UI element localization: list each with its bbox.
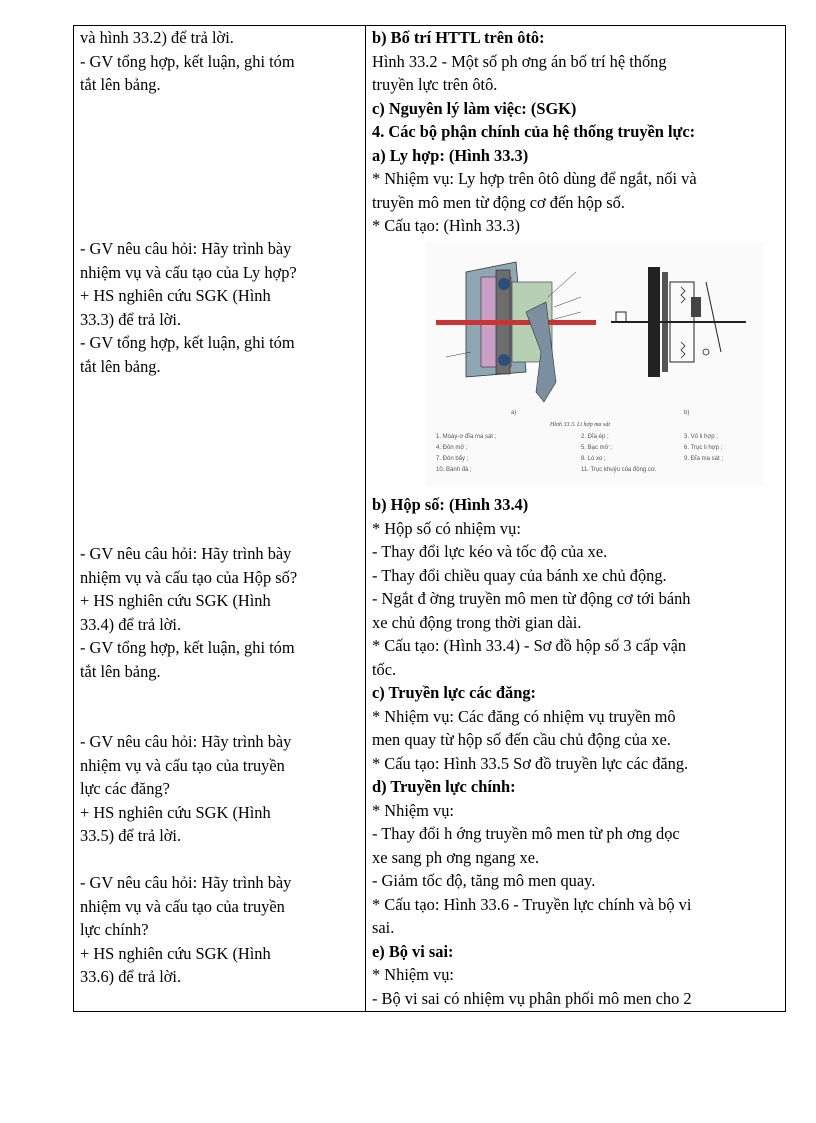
- section-heading: d) Truyền lực chính:: [372, 777, 516, 796]
- text-line: + HS nghiên cứu SGK (Hình: [80, 286, 271, 305]
- text-line: xe sang ph ơng ngang xe.: [372, 847, 540, 867]
- text-line: - Thay đổi h ớng truyền mô men từ ph ơng dọc: [372, 824, 680, 843]
- section-heading: 4. Các bộ phận chính của hệ thống truyền lực:: [372, 122, 696, 141]
- text-line: lực các đăng?: [80, 779, 170, 798]
- legend-entry: 4. Đòn mở ;: [436, 445, 468, 451]
- text-line: * Nhiệm vụ: Ly hợp trên ôtô dùng để ngắt, nối và: [372, 169, 697, 188]
- subfigure-b-label: b): [684, 410, 690, 416]
- text-line: - Ngắt đ ờng truyền mô men từ động cơ tới bánh: [372, 589, 691, 608]
- section-heading: e) Bộ vi sai:: [372, 941, 454, 961]
- text-line: tắt lên bảng.: [80, 356, 161, 376]
- text-line: - GV tổng hợp, kết luận, ghi tóm: [80, 51, 295, 71]
- text-line: tắt lên bảng.: [80, 75, 161, 94]
- text-line: * Cấu tạo: (Hình 33.4) - Sơ đồ hộp số 3 cấp vận: [372, 636, 687, 655]
- text-line: truyền mô men từ động cơ đến hộp số.: [372, 192, 625, 212]
- clutch-figure: [426, 242, 763, 486]
- legend-entry: 10. Bánh đà ;: [436, 467, 472, 473]
- section-heading: c) Nguyên lý làm việc: (SGK): [372, 98, 577, 118]
- legend-entry: 1. Moay-ơ đĩa ma sát ;: [436, 434, 497, 440]
- section-heading: b) Bố trí HTTL trên ôtô:: [372, 28, 545, 47]
- text-line: truyền lực trên ôtô.: [372, 75, 498, 94]
- text-line: xe chủ động trong thời gian dài.: [372, 612, 582, 632]
- text-line: - GV nêu câu hỏi: Hãy trình bày: [80, 873, 292, 892]
- text-line: * Nhiệm vụ:: [372, 965, 454, 984]
- text-line: nhiệm vụ và cấu tạo của Ly hợp?: [80, 262, 297, 282]
- text-line: men quay từ hộp số đến cầu chủ động của xe.: [372, 730, 671, 749]
- text-line: * Nhiệm vụ:: [372, 800, 454, 820]
- text-line: - GV nêu câu hỏi: Hãy trình bày: [80, 239, 292, 258]
- legend-entry: 6. Trục li hợp ;: [684, 445, 723, 451]
- text-line: - Bộ vi sai có nhiệm vụ phân phối mô men cho 2: [372, 988, 692, 1008]
- section-heading: a) Ly hợp: (Hình 33.3): [372, 145, 529, 165]
- text-line: * Hộp số có nhiệm vụ:: [372, 518, 521, 538]
- text-line: 33.4) để trả lời.: [80, 614, 182, 634]
- text-line: và hình 33.2) để trả lời.: [80, 28, 234, 47]
- figure-caption: Hình 33.3. Li hợp ma sát: [550, 422, 611, 428]
- text-line: 33.5) để trả lời.: [80, 826, 182, 845]
- section-heading: b) Hộp số: (Hình 33.4): [372, 495, 529, 514]
- text-line: - Giảm tốc độ, tăng mô men quay.: [372, 871, 596, 890]
- legend-entry: 7. Đòn bẩy ;: [436, 456, 469, 462]
- text-line: 33.6) để trả lời.: [80, 967, 182, 986]
- text-line: tốc.: [372, 659, 397, 679]
- text-line: - Thay đổi chiều quay của bánh xe chủ động.: [372, 565, 667, 585]
- text-line: sai.: [372, 918, 395, 937]
- legend-entry: 9. Đĩa ma sát ;: [684, 456, 724, 462]
- text-line: * Nhiệm vụ: Các đăng có nhiệm vụ truyền mô: [372, 706, 676, 726]
- legend-entry: 8. Lò xo ;: [581, 456, 606, 462]
- text-line: - GV nêu câu hỏi: Hãy trình bày: [80, 732, 292, 751]
- legend-entry: 2. Đĩa ép ;: [581, 434, 609, 440]
- legend-entry: 11. Trục khuỷu của động cơ.: [581, 467, 657, 473]
- text-line: tắt lên bảng.: [80, 661, 161, 681]
- text-line: nhiệm vụ và cấu tạo của truyền: [80, 755, 285, 775]
- text-line: + HS nghiên cứu SGK (Hình: [80, 591, 271, 610]
- subfigure-a-label: a): [511, 410, 517, 416]
- lesson-table: [73, 25, 786, 1012]
- text-line: + HS nghiên cứu SGK (Hình: [80, 802, 271, 822]
- text-line: nhiệm vụ và cấu tạo của truyền: [80, 896, 285, 916]
- text-line: - GV tổng hợp, kết luận, ghi tóm: [80, 333, 295, 352]
- text-line: 33.3) để trả lời.: [80, 309, 182, 329]
- legend-entry: 5. Bạc mở ;: [581, 445, 612, 451]
- column-divider: [365, 26, 366, 1011]
- text-line: nhiệm vụ và cấu tạo của Hộp số?: [80, 567, 298, 587]
- text-line: * Cấu tạo: Hình 33.5 Sơ đồ truyền lực các đăng.: [372, 753, 689, 773]
- text-line: + HS nghiên cứu SGK (Hình: [80, 943, 271, 963]
- section-heading: c) Truyền lực các đăng:: [372, 683, 537, 702]
- text-line: - Thay đổi lực kéo và tốc độ của xe.: [372, 542, 608, 561]
- text-line: * Cấu tạo: (Hình 33.3): [372, 216, 520, 235]
- text-line: lực chính?: [80, 920, 149, 939]
- text-line: Hình 33.2 - Một số ph ơng án bố trí hệ thống: [372, 51, 667, 71]
- text-line: - GV tổng hợp, kết luận, ghi tóm: [80, 638, 295, 657]
- text-line: - GV nêu câu hỏi: Hãy trình bày: [80, 544, 292, 563]
- text-line: * Cấu tạo: Hình 33.6 - Truyền lực chính và bộ vi: [372, 894, 692, 914]
- legend-entry: 3. Vỏ li hợp ;: [684, 434, 718, 440]
